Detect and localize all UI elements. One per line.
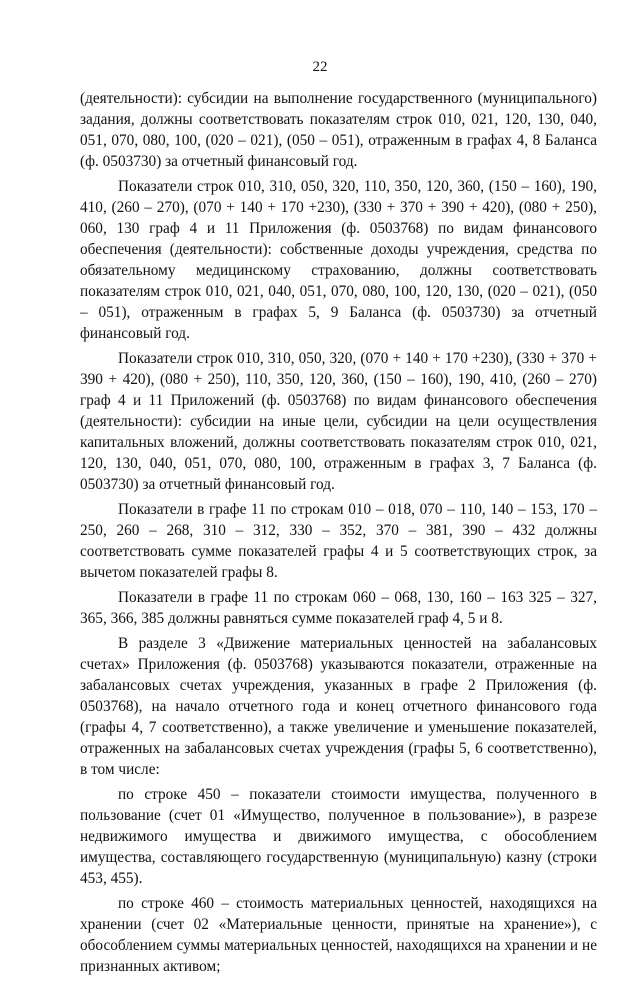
paragraph-column-11-sum-rule: Показатели в графе 11 по строкам 060 – 068, 130, 160 – 163 325 – 327, 365, 366, 385 должны равняться сумме показателей граф 4, 5 и 8. xyxy=(80,589,597,627)
paragraph-continuation: (деятельности): субсидии на выполнение государственного (муниципального) задания, должны соответствовать показателям строк 010, 021, 120, 130, 040, 051, 070, 080, 100, (020 – 021), (050 – 051), отраженным в графах 4, 8 Баланса (ф. 0503730) за отчетный финансовый год. xyxy=(80,90,597,170)
page-number: 22 xyxy=(312,59,328,75)
paragraph-section-3: В разделе 3 «Движение материальных ценностей на забалансовых счетах» Приложения (ф. 0503768) указываются показатели, отраженные на забалансовых счетах учреждения, указанных в графе 2 Приложения (ф. 0503768), на начало отчетного года и конец отчетного финансового года (графы 4, 7 соответственно), а также увеличение и уменьшение показателей, отраженных на забалансовых счетах учреждения (графы 5, 6 соответственно), в том числе: xyxy=(80,635,597,778)
paragraph-column-11-rule: Показатели в графе 11 по строкам 010 – 018, 070 – 110, 140 – 153, 170 – 250, 260 – 268, 310 – 312, 330 – 352, 370 – 381, 390 – 432 должны соответствовать сумме показателей графы 4 и 5 соответствующих строк, за вычетом показателей графы 8. xyxy=(80,501,597,581)
paragraph-line-450: по строке 450 – показатели стоимости имущества, полученного в пользование (счет 01 «Имущество, полученное в пользование»), в разрезе недвижимого имущества и движимого имущества, с обособлением имущества, составляющего государственную (муниципальную) казну (строки 453, 455). xyxy=(80,786,597,887)
paragraph-line-460: по строке 460 – стоимость материальных ценностей, находящихся на хранении (счет 02 «Материальные ценности, принятые на хранение»), с обособлением суммы материальных ценностей, находящихся на хранении и не признанных активом; xyxy=(80,895,597,975)
document-body xyxy=(80,88,597,981)
paragraph-own-revenue-indicators: Показатели строк 010, 310, 050, 320, 110, 350, 120, 360, (150 – 160), 190, 410, (260 – 270), (070 + 140 + 170 +230), (330 + 370 + 390 + 420), (080 + 250), 060, 130 граф 4 и 11 Приложения (ф. 0503768) по видам финансового обеспечения (деятельности): собственные доходы учреждения, средства по обязательному медицинскому страхованию, должны соответствовать показателям строк 010, 021, 040, 051, 070, 080, 100, 120, 130, (020 – 021), (050 – 051), отраженным в графах 5, 9 Баланса (ф. 0503730) за отчетный финансовый год. xyxy=(80,178,597,342)
paragraph-other-subsidies-indicators: Показатели строк 010, 310, 050, 320, (070 + 140 + 170 +230), (330 + 370 + 390 + 420), (080 + 250), 110, 350, 120, 360, (150 – 160), 190, 410, (260 – 270) граф 4 и 11 Приложений (ф. 0503768) по видам финансового обеспечения (деятельности): субсидии на иные цели, субсидии на цели осуществления капитальных вложений, должны соответствовать показателям строк 010, 021, 120, 130, 040, 051, 070, 080, 100, отраженным в графах 3, 7 Баланса (ф. 0503730) за отчетный финансовый год. xyxy=(80,350,597,493)
